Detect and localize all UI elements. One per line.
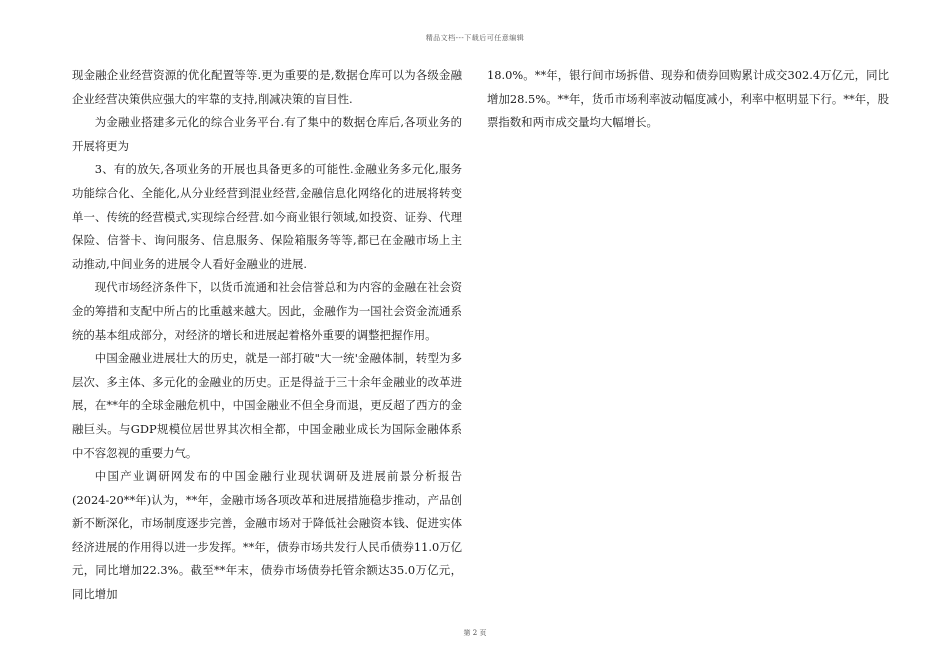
page-header: 精品文档---下载后可任意编辑 <box>425 34 525 42</box>
paragraph: 3、有的放矢,各项业务的开展也具备更多的可能性.金融业务多元化,服务功能综合化、全能化,从分业经营到混业经营,金融信息化网络化的进展将转变单一、传统的经营模式,实现综合经营.如今商业银行领域,如投资、证券、代理保险、信誉卡、询问服务、信息服务、保险箱服务等等,都已在金融市场上主动推动,中间业务的进展令人看好金融业的进展. <box>72 162 462 271</box>
paragraph: 中国金融业进展壮大的历史，就是一部打破"大一统'金融体制，转型为多层次、多主体、多元化的金融业的历史。正是得益于三十余年金融业的改革进展，在**年的全球金融危机中，中国金融业不但全身而退，更反超了西方的金融巨头。与GDP规模位居世界其次相全都，中国金融业成长为国际金融体系中不容忽视的重要力气。 <box>72 351 462 460</box>
paragraph: 现金融企业经营资源的优化配置等等.更为重要的是,数据仓库可以为各级金融企业经营决策供应强大的牢靠的支持,削减决策的盲目性. <box>72 68 462 106</box>
paragraph: 现代市场经济条件下，以货币流通和社会信誉总和为内容的金融在社会资金的筹措和支配中所占的比重越来越大。因此，金融作为一国社会资金流通系统的基本组成部分，对经济的增长和进展起着格外重要的调整把握作用。 <box>72 280 462 342</box>
left-column <box>72 64 462 607</box>
paragraph: 为金融业搭建多元化的综合业务平台.有了集中的数据仓库后,各项业务的开展将更为 <box>72 115 462 153</box>
paragraph: 中国产业调研网发布的中国金融行业现状调研及进展前景分析报告(2024-20**年)认为，**年，金融市场各项改革和进展措施稳步推动，产品创新不断深化，市场制度逐步完善，金融市场对于降低社会融资本钱、促进实体经济进展的作用得以进一步发挥。**年，债券市场共发行人民币债券11.0万亿元，同比增加22.3%。截至**年末，债券市场债券托管余额达35.0万亿元，同比增加 <box>72 469 462 602</box>
page-number: 第 2 页 <box>463 629 487 637</box>
right-column <box>487 64 889 135</box>
paragraph: 18.0%。**年，银行间市场拆借、现券和债券回购累计成交302.4万亿元，同比增加28.5%。**年，货币市场利率波动幅度减小，利率中枢明显下行。**年，股票指数和两市成交量均大幅增长。 <box>487 68 889 130</box>
